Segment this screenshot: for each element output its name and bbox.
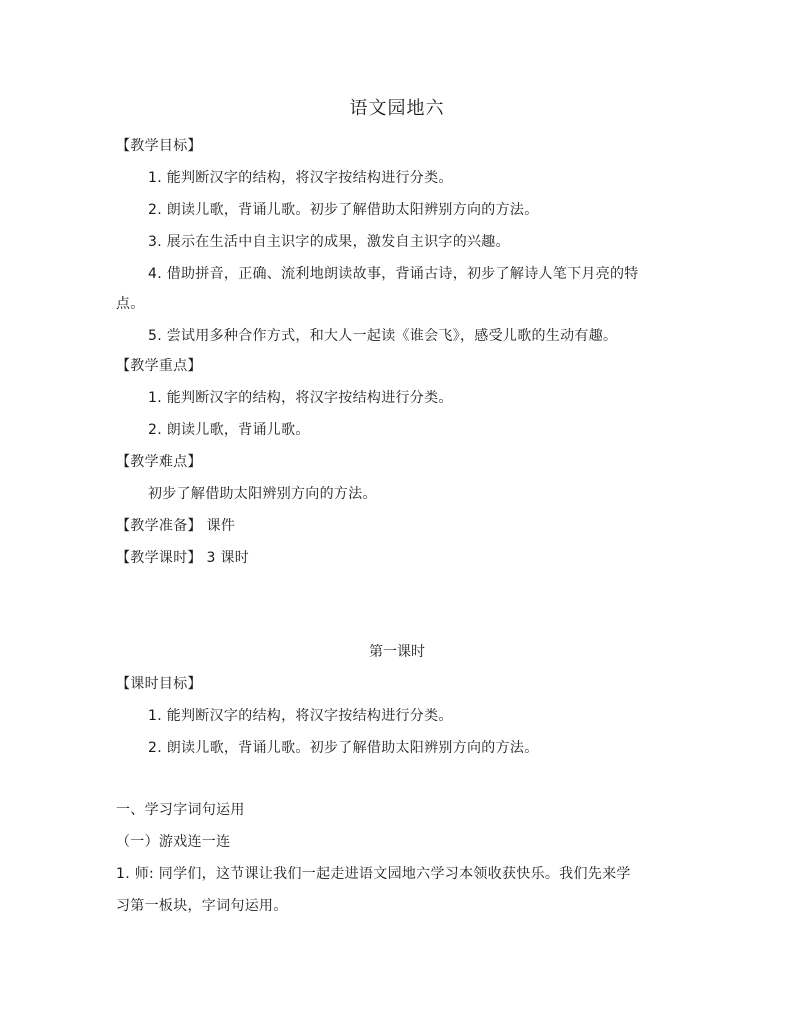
objective-item: 4. 借助拼音，正确、流利地朗读故事，背诵古诗，初步了解诗人笔下月亮的特: [148, 266, 639, 282]
key-points-heading: 【教学重点】: [116, 358, 202, 374]
section-heading: 一、学习字词句运用: [116, 802, 245, 818]
preparation-line: 【教学准备】 课件: [116, 518, 236, 534]
objective-item: 2. 朗读儿歌，背诵儿歌。初步了解借助太阳辨别方向的方法。: [148, 202, 539, 218]
section-paragraph-line: 习第一板块，字词句运用。: [116, 898, 288, 914]
key-point-item: 1. 能判断汉字的结构，将汉字按结构进行分类。: [148, 390, 453, 406]
difficulties-heading: 【教学难点】: [116, 454, 202, 470]
objective-item-continuation: 点。: [116, 296, 145, 312]
lesson-objective-heading: 【课时目标】: [116, 676, 202, 692]
section-sub-heading: （一）游戏连一连: [116, 834, 231, 850]
section-paragraph-line: 1. 师: 同学们，这节课让我们一起走进语文园地六学习本领收获快乐。我们先来学: [116, 866, 631, 882]
objective-item: 3. 展示在生活中自主识字的成果，激发自主识字的兴趣。: [148, 234, 510, 250]
page-title: 语文园地六: [349, 98, 445, 119]
objectives-heading: 【教学目标】: [116, 138, 202, 154]
objective-item: 5. 尝试用多种合作方式，和大人一起读《谁会飞》，感受儿歌的生动有趣。: [148, 328, 618, 344]
key-point-item: 2. 朗读儿歌，背诵儿歌。: [148, 422, 310, 438]
lesson-one-title: 第一课时: [369, 644, 425, 660]
lesson-objective-item: 2. 朗读儿歌，背诵儿歌。初步了解借助太阳辨别方向的方法。: [148, 740, 539, 756]
class-hours-line: 【教学课时】 3 课时: [116, 550, 250, 566]
objective-item: 1. 能判断汉字的结构，将汉字按结构进行分类。: [148, 170, 453, 186]
difficulties-text: 初步了解借助太阳辨别方向的方法。: [148, 486, 377, 502]
lesson-objective-item: 1. 能判断汉字的结构，将汉字按结构进行分类。: [148, 708, 453, 724]
